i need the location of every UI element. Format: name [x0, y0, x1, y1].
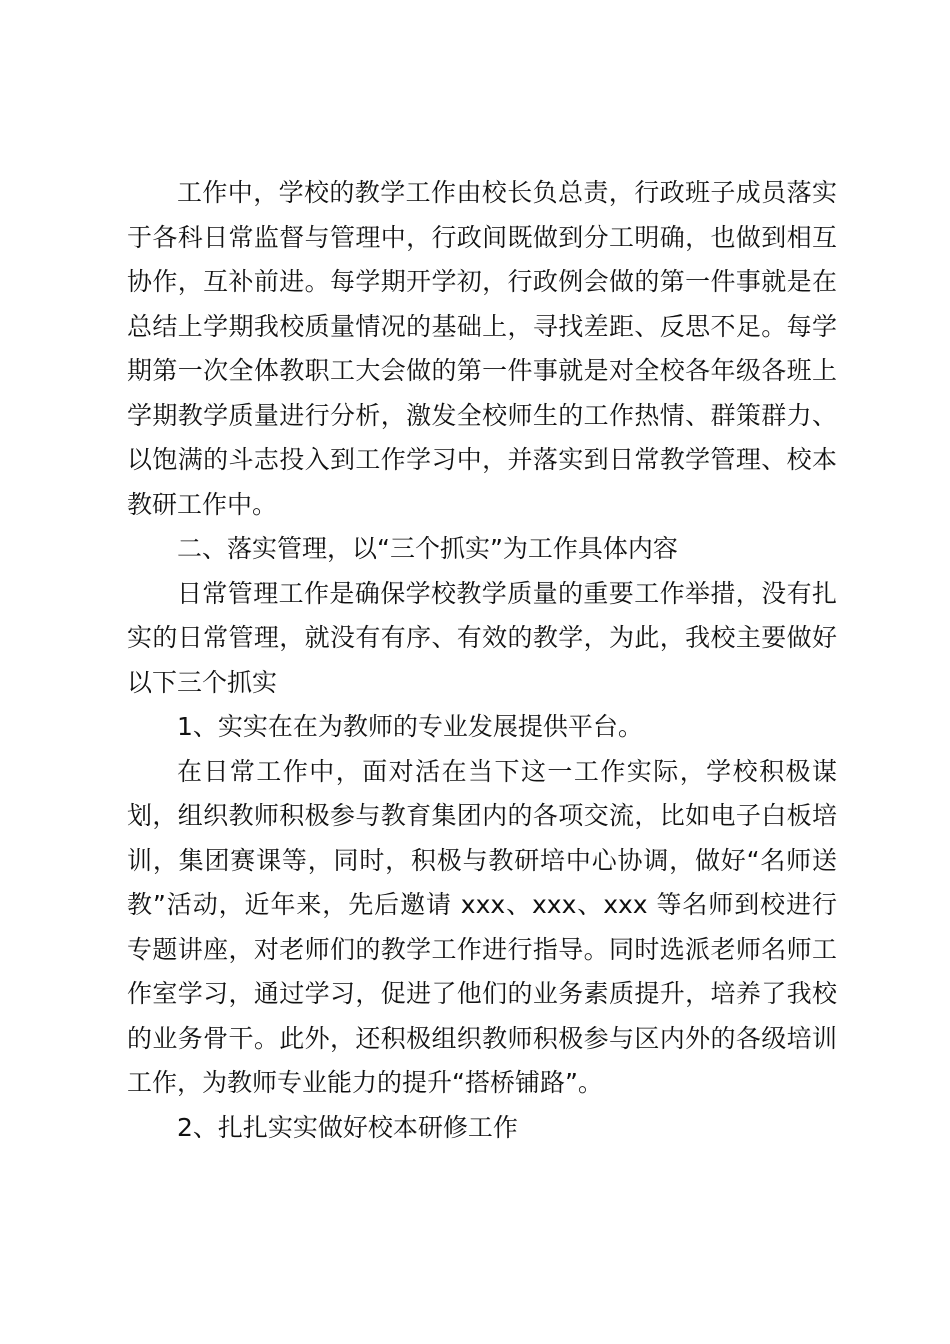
subheading-school-research: 2、扎扎实实做好校本研修工作: [177, 1112, 518, 1142]
document-body: [127, 171, 837, 1150]
subheading-teacher-development: 1、实实在在为教师的专业发展提供平台。: [177, 712, 643, 741]
paragraph-daily-management: 日常管理工作是确保学校教学质量的重要工作举措，没有扎实的日常管理，就没有有序、有效的教学，为此，我校主要做好以下三个抓实: [127, 578, 837, 697]
paragraph-teacher-training: 在日常工作中，面对活在当下这一工作实际，学校积极谋划，组织教师积极参与教育集团内的各项交流，比如电子白板培训，集团赛课等，同时，积极与教研培中心协调，做好“名师送教”活动，近年来，先后邀请 xxx、xxx、xxx 等名师到校进行专题讲座，对老师们的教学工作进行指导。同时选派老师名师工作室学习，通过学习，促进了他们的业务素质提升，培养了我校的业务骨干。此外，还积极组织教师积极参与区内外的各级培训工作，为教师专业能力的提升“搭桥铺路”。: [127, 756, 837, 1097]
paragraph-work-responsibility: 工作中，学校的教学工作由校长负总责，行政班子成员落实于各科日常监督与管理中，行政间既做到分工明确，也做到相互协作，互补前进。每学期开学初，行政例会做的第一件事就是在总结上学期我校质量情况的基础上，寻找差距、反思不足。每学期第一次全体教职工大会做的第一件事就是对全校各年级各班上学期教学质量进行分析，激发全校师生的工作热情、群策群力、以饱满的斗志投入到工作学习中，并落实到日常教学管理、校本教研工作中。: [127, 178, 837, 519]
section-heading-management: 二、落实管理，以“三个抓实”为工作具体内容: [177, 534, 678, 563]
